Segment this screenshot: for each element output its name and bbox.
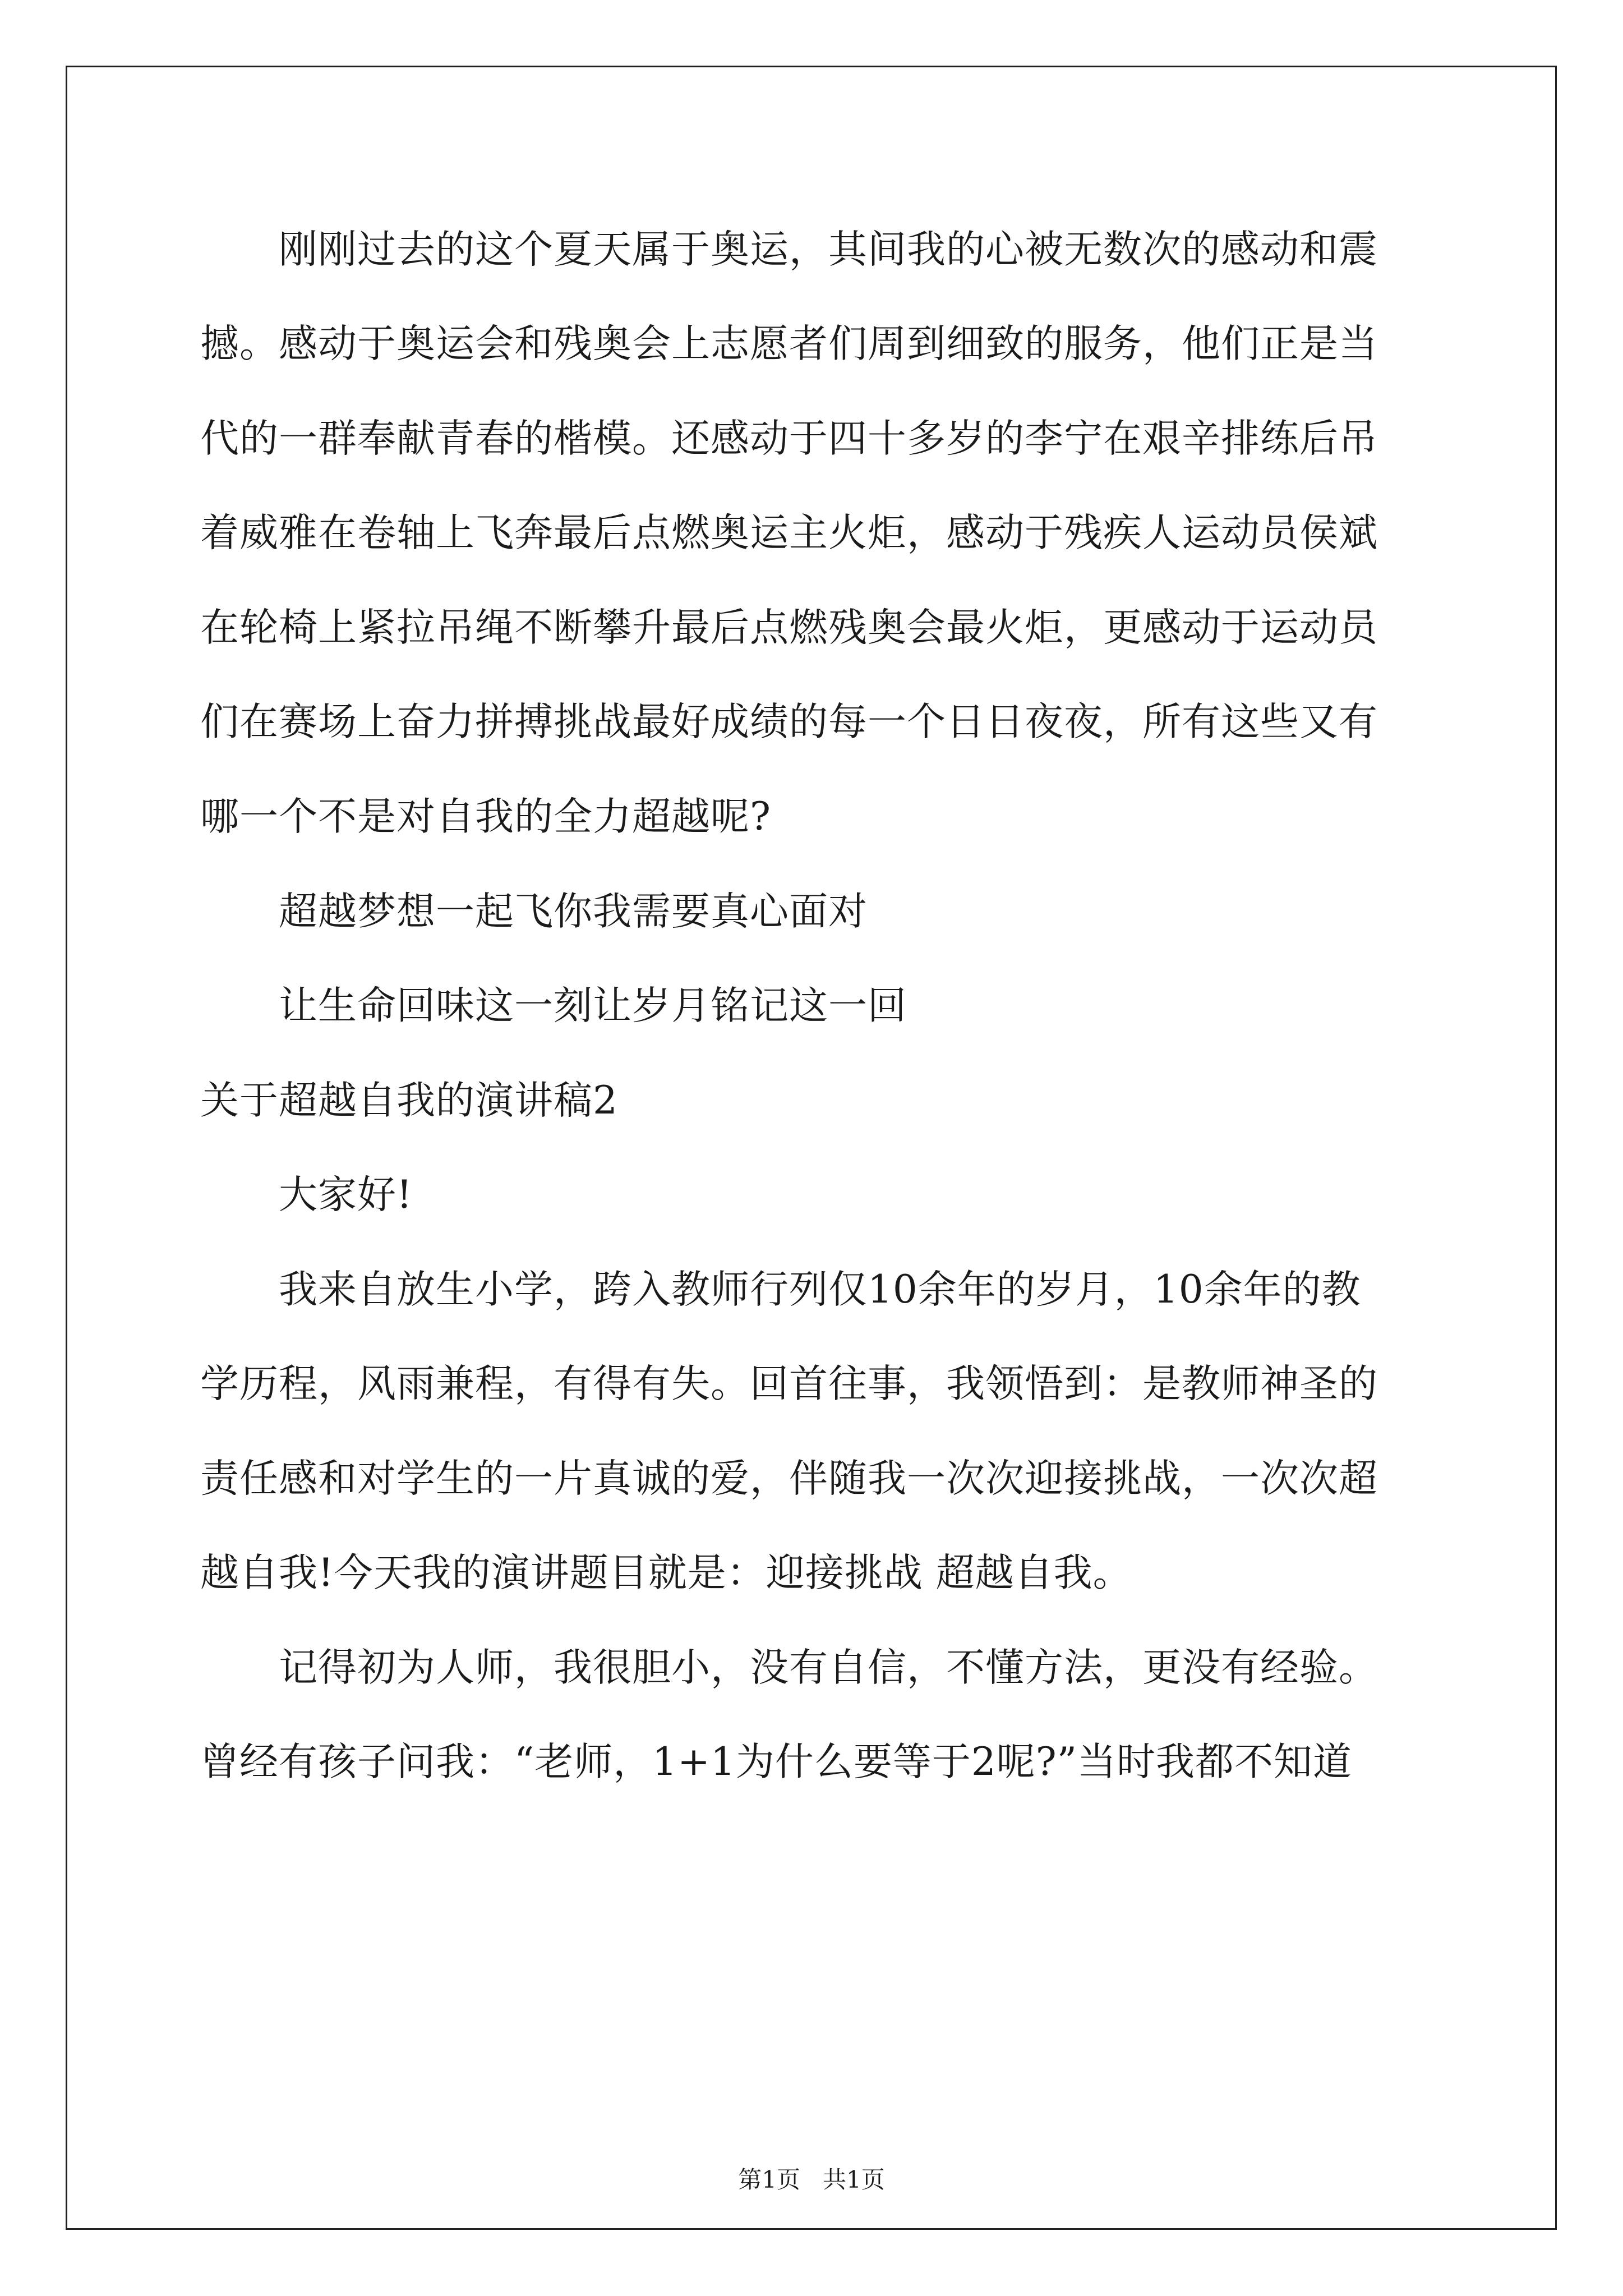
page-number-footer: 第1页 共1页	[738, 2166, 885, 2193]
paragraph-line: 们在赛场上奋力拼搏挑战最好成绩的每一个日日夜夜，所有这些又有	[200, 700, 1378, 744]
section-title: 关于超越自我的演讲稿2	[200, 1078, 618, 1123]
paragraph-line: 曾经有孩子问我：“老师，1+1为什么要等于2呢?”当时我都不知道	[200, 1740, 1353, 1784]
greeting-line: 大家好!	[279, 1172, 413, 1217]
paragraph-line: 越自我!今天我的演讲题目就是：迎接挑战 超越自我。	[200, 1550, 1132, 1595]
paragraph-line: 责任感和对学生的一片真诚的爱，伴随我一次次迎接挑战，一次次超	[200, 1456, 1378, 1501]
paragraph-line: 着威雅在卷轴上飞奔最后点燃奥运主火炬，感动于残疾人运动员侯斌	[200, 510, 1378, 555]
paragraph-line: 哪一个不是对自我的全力超越呢?	[200, 794, 771, 839]
paragraph-line: 在轮椅上紧拉吊绳不断攀升最后点燃残奥会最火炬，更感动于运动员	[200, 605, 1378, 650]
paragraph-line: 代的一群奉献青春的楷模。还感动于四十多岁的李宁在艰辛排练后吊	[200, 416, 1378, 461]
page-border	[66, 66, 1557, 2230]
paragraph-line: 学历程，风雨兼程，有得有失。回首往事，我领悟到：是教师神圣的	[200, 1361, 1378, 1406]
paragraph-line: 我来自放生小学，跨入教师行列仅10余年的岁月，10余年的教	[279, 1267, 1361, 1312]
paragraph-line: 撼。感动于奥运会和残奥会上志愿者们周到细致的服务，他们正是当	[200, 321, 1378, 366]
paragraph-line: 记得初为人师，我很胆小，没有自信，不懂方法，更没有经验。	[279, 1645, 1378, 1690]
poem-line: 让生命回味这一刻让岁月铭记这一回	[279, 983, 907, 1028]
poem-line: 超越梦想一起飞你我需要真心面对	[279, 889, 868, 934]
paragraph-line: 刚刚过去的这个夏天属于奥运，其间我的心被无数次的感动和震	[279, 227, 1378, 272]
